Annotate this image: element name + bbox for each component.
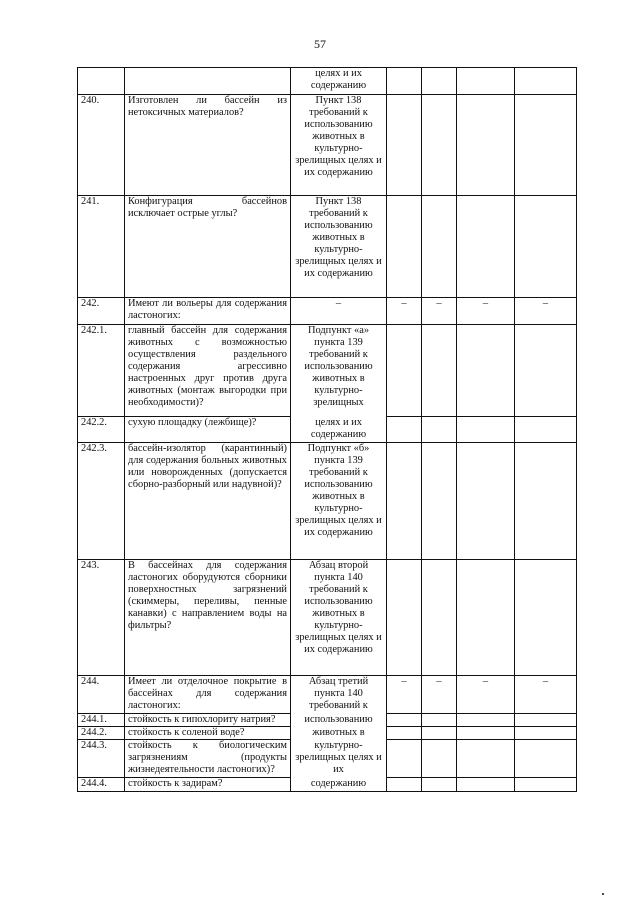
mark-cell	[515, 443, 577, 560]
table-row	[78, 95, 577, 196]
mark-cell	[422, 560, 457, 676]
row-requirement: содержанию	[291, 778, 387, 792]
row-question: стойкость к гипохлориту натрия?	[125, 714, 291, 727]
mark-cell	[457, 560, 515, 676]
mark-cell	[515, 417, 577, 443]
row-requirement: Пункт 138 требований к использованию животных в культурно-зрелищных целях и их содержанию	[291, 95, 387, 196]
table-row	[78, 68, 577, 95]
mark-cell	[387, 68, 422, 95]
mark-cell	[457, 727, 515, 740]
row-requirement: Пункт 138 требований к использованию животных в культурно-зрелищных целях и их содержанию	[291, 196, 387, 298]
page-number: 57	[314, 37, 326, 51]
table-row	[78, 443, 577, 560]
row-requirement: целях и их содержанию	[291, 68, 387, 95]
mark-cell	[422, 95, 457, 196]
mark-cell	[422, 778, 457, 792]
row-requirement: Подпункт «б» пункта 139 требований к использованию животных в культурно-зрелищных целях и их содержанию	[291, 443, 387, 560]
row-number: 240.	[78, 95, 125, 196]
row-number: 241.	[78, 196, 125, 298]
row-question: Имеет ли отделочное покрытие в бассейнах для содержания ластоногих:	[125, 676, 291, 714]
table-row	[78, 560, 577, 676]
row-question: стойкость к задирам?	[125, 778, 291, 792]
row-question: Конфигурация бассейнов исключает острые углы?	[125, 196, 291, 298]
mark-cell	[422, 325, 457, 417]
mark-cell: –	[457, 676, 515, 714]
mark-cell	[387, 740, 422, 778]
mark-cell	[515, 68, 577, 95]
table-row	[78, 417, 577, 443]
mark-cell	[387, 325, 422, 417]
mark-cell	[387, 778, 422, 792]
row-number: 244.1.	[78, 714, 125, 727]
mark-cell: –	[457, 298, 515, 325]
row-number: 243.	[78, 560, 125, 676]
table-row	[78, 298, 577, 325]
row-requirement: целях и их содержанию	[291, 417, 387, 443]
mark-cell	[387, 417, 422, 443]
mark-cell	[422, 68, 457, 95]
row-number: 244.3.	[78, 740, 125, 778]
row-requirement: –	[291, 298, 387, 325]
mark-cell: –	[387, 298, 422, 325]
mark-cell	[515, 714, 577, 727]
table-row	[78, 196, 577, 298]
row-question	[125, 68, 291, 95]
row-question: Изготовлен ли бассейн из нетоксичных материалов?	[125, 95, 291, 196]
mark-cell	[387, 714, 422, 727]
table-row	[78, 740, 577, 778]
mark-cell	[457, 325, 515, 417]
mark-cell	[515, 325, 577, 417]
row-question: стойкость к биологическим загрязнениям (продукты жизнедеятельности ластоногих)?	[125, 740, 291, 778]
mark-cell	[422, 443, 457, 560]
row-question: стойкость к соленой воде?	[125, 727, 291, 740]
mark-cell	[422, 740, 457, 778]
mark-cell	[515, 95, 577, 196]
row-question: В бассейнах для содержания ластоногих оборудуются сборники поверхностных загрязнений (скиммеры, переливы, пенные канавки) с направлением воды на фильтры?	[125, 560, 291, 676]
mark-cell	[422, 417, 457, 443]
table-row	[78, 778, 577, 792]
mark-cell	[457, 68, 515, 95]
mark-cell	[515, 727, 577, 740]
row-requirement: культурно-зрелищных целях и их	[291, 740, 387, 778]
mark-cell	[457, 417, 515, 443]
row-number: 242.1.	[78, 325, 125, 417]
mark-cell: –	[422, 298, 457, 325]
row-question: бассейн-изолятор (карантинный) для содержания больных животных или новорожденных (допускается сборно-разборный или надувной)?	[125, 443, 291, 560]
mark-cell	[422, 714, 457, 727]
row-requirement: Абзац второй пункта 140 требований к использованию животных в культурно-зрелищных целях и их содержанию	[291, 560, 387, 676]
mark-cell: –	[387, 676, 422, 714]
row-requirement: животных в	[291, 727, 387, 740]
row-number: 244.2.	[78, 727, 125, 740]
row-number	[78, 68, 125, 95]
mark-cell	[457, 196, 515, 298]
row-question: сухую площадку (лежбище)?	[125, 417, 291, 443]
mark-cell	[387, 727, 422, 740]
checklist-table	[77, 67, 577, 792]
mark-cell	[387, 443, 422, 560]
mark-cell	[422, 727, 457, 740]
mark-cell	[515, 740, 577, 778]
scan-speck	[602, 893, 604, 895]
row-number: 244.4.	[78, 778, 125, 792]
table-row	[78, 325, 577, 417]
row-question: Имеют ли вольеры для содержания ластоногих:	[125, 298, 291, 325]
mark-cell	[387, 196, 422, 298]
row-requirement: Подпункт «а» пункта 139 требований к использованию животных в культурно-зрелищных	[291, 325, 387, 417]
row-number: 242.	[78, 298, 125, 325]
mark-cell	[387, 560, 422, 676]
mark-cell	[457, 778, 515, 792]
mark-cell	[457, 443, 515, 560]
mark-cell: –	[515, 676, 577, 714]
mark-cell	[515, 778, 577, 792]
row-requirement: Абзац третий пункта 140 требований к	[291, 676, 387, 714]
table-row	[78, 676, 577, 714]
mark-cell	[457, 714, 515, 727]
mark-cell	[422, 196, 457, 298]
mark-cell	[515, 196, 577, 298]
mark-cell	[387, 95, 422, 196]
row-number: 242.3.	[78, 443, 125, 560]
mark-cell: –	[515, 298, 577, 325]
table-row	[78, 714, 577, 727]
table-row	[78, 727, 577, 740]
row-number: 242.2.	[78, 417, 125, 443]
row-question: главный бассейн для содержания животных с возможностью осуществления раздельного содержания агрессивно настроенных друг против друга животных (монтаж выгородки при необходимости)?	[125, 325, 291, 417]
mark-cell	[515, 560, 577, 676]
row-requirement: использованию	[291, 714, 387, 727]
row-number: 244.	[78, 676, 125, 714]
mark-cell	[457, 95, 515, 196]
mark-cell	[457, 740, 515, 778]
mark-cell: –	[422, 676, 457, 714]
